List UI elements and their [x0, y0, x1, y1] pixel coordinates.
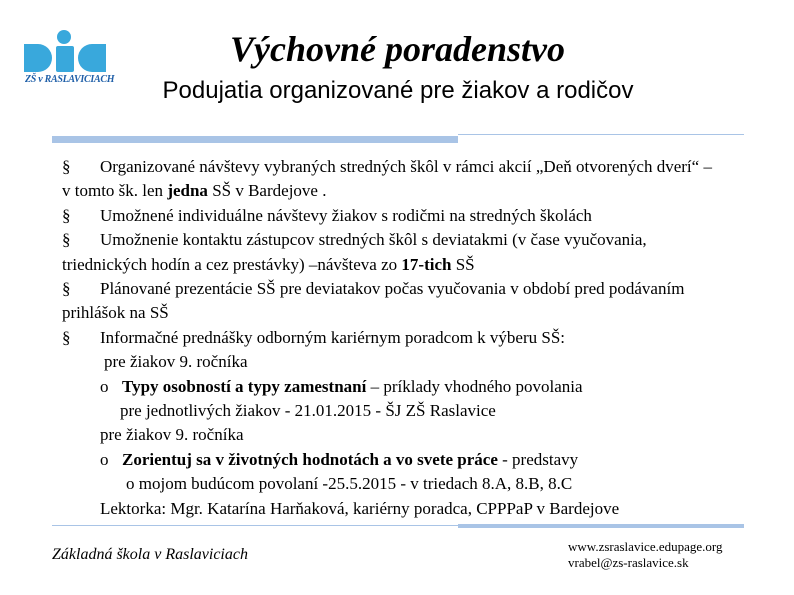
footer-contact: [568, 539, 723, 571]
item-text: SŠ v Bardejove .: [207, 181, 327, 201]
list-item: [62, 204, 722, 228]
item-text: - predstavy: [497, 449, 579, 469]
footer-school-name: Základná škola v Raslaviciach: [52, 546, 248, 563]
bullet-icon: §: [62, 327, 71, 347]
school-logo: [22, 26, 115, 92]
footer-email-link[interactable]: vrabel@zs-raslavice.sk: [568, 555, 689, 570]
list-item: [62, 228, 722, 277]
logo-mark-left: [24, 44, 52, 72]
sub-bullet-icon: o: [100, 449, 109, 469]
logo-mark-center: [56, 46, 74, 72]
sub-list-item-detail: o mojom budúcom povolaní -25.5.2015 - v triedach 8.A, 8.B, 8.C: [126, 474, 573, 494]
footer-divider-thick: [458, 524, 744, 528]
bullet-icon: §: [62, 157, 71, 176]
logo-mark-center-dot: [57, 30, 71, 44]
content-body: [62, 155, 722, 521]
item-emphasis: Typy osobností a typy zamestnaní: [122, 376, 367, 396]
item-text: – príklady vhodného povolania: [366, 376, 583, 396]
group-label: pre žiakov 9. ročníka: [100, 425, 244, 445]
logo-mark-right: [78, 44, 106, 72]
footer-divider-thin: [52, 525, 458, 526]
list-item: [62, 326, 722, 350]
footer-website-link[interactable]: www.zsraslavice.edupage.org: [568, 539, 723, 554]
item-text: Umožnenie kontaktu zástupcov stredných škôl s deviatakmi (v čase vyučovania, triednických hodín a cez prestávky) –návšteva zo: [62, 230, 647, 274]
header-divider-thick: [52, 136, 458, 143]
sub-list-item: [62, 375, 722, 399]
header-divider-thin: [458, 134, 744, 135]
page-subtitle: Podujatia organizované pre žiakov a rodičov: [162, 77, 634, 104]
list-item: [62, 277, 722, 326]
sub-list-item-detail: pre jednotlivých žiakov - 21.01.2015 - ŠJ ZŠ Raslavice: [120, 401, 496, 421]
bullet-icon: §: [62, 230, 71, 250]
sub-list-item: [62, 448, 722, 472]
item-emphasis: jedna: [167, 181, 208, 201]
item-emphasis: Zorientuj sa v životných hodnotách a vo svete práce: [122, 449, 498, 469]
bullet-icon: §: [62, 205, 71, 225]
item-text: Plánované prezentácie SŠ pre deviatakov počas vyučovania v období pred podávaním prihlášok na SŠ: [62, 279, 685, 323]
bullet-icon: §: [62, 279, 71, 299]
item-emphasis: 17-tich: [401, 254, 452, 274]
item-text: SŠ: [451, 254, 475, 274]
item-text: Organizované návštevy vybraných stredných škôl v rámci akcií „Deň otvorených dverí“ – v tomto šk. len: [62, 157, 712, 201]
item-text: Umožnené individuálne návštevy žiakov s rodičmi na stredných školách: [100, 205, 592, 225]
group-label: pre žiakov 9. ročníka: [104, 352, 248, 372]
lecturer-line: Lektorka: Mgr. Katarína Harňaková, kariérny poradca, CPPPaP v Bardejove: [100, 498, 620, 518]
logo-text: ZŠ v RASLAVICIACH: [25, 74, 115, 85]
sub-bullet-icon: o: [100, 376, 109, 396]
page-title: Výchovné poradenstvo: [230, 29, 565, 69]
item-text: Informačné prednášky odborným kariérnym poradcom k výberu SŠ:: [100, 327, 566, 347]
list-item: [62, 155, 722, 204]
